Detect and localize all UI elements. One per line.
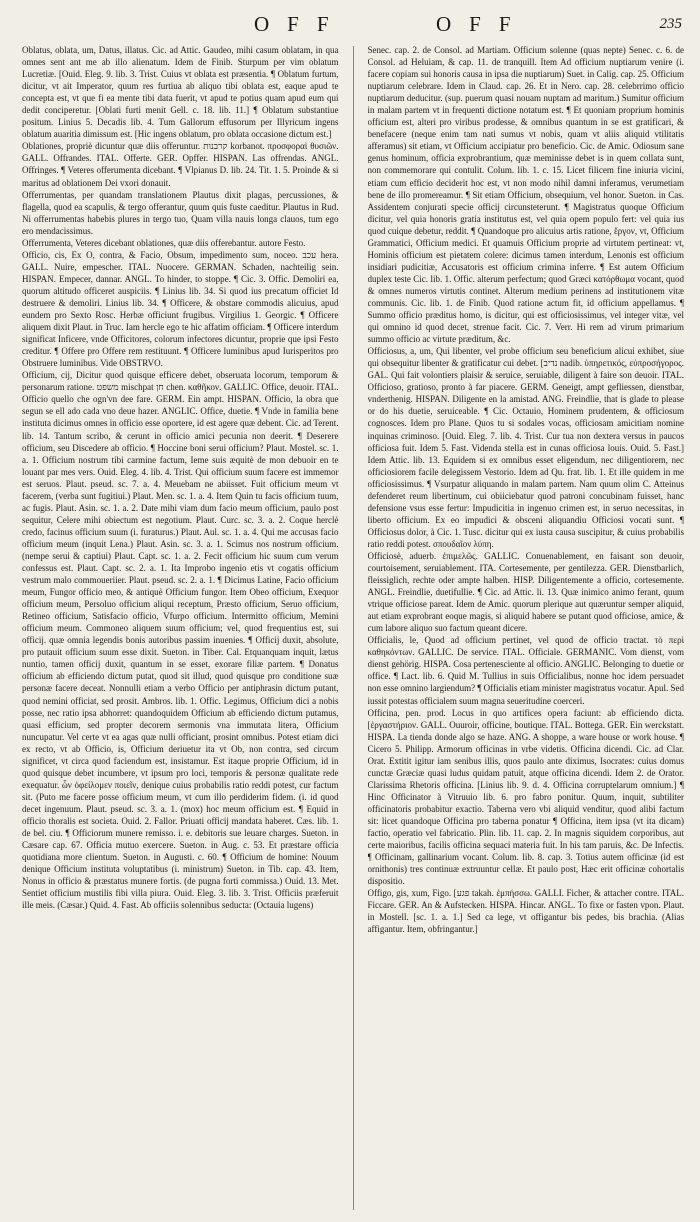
- entry-offerrumentas: Offerrumentas, per quandam translationem Plautus dixit plagas, percussiones, & flagella, quod ea scapulis, & tergo offerantur, quum quis fuste caeditur. Plautus in Rud. Ni offerrumentas habebis plures in tergo tuo, Quam villa nauis longa clauos, tum ego ero mendacissimus.: [22, 189, 339, 236]
- entry-officium: Officium, cij, Dicitur quod quisque efficere debet, obseruata locorum, temporum & personarum ratione. משפט mischpat חן chen. καθῆκον. GALLIC. Office, deuoir. ITAL. Officio quello che ogn'vn dee fare. GERM. Ein ampt. HISPAN. Officio, la obra que segun se ell ado cada vno deue hazer. ANGLIC. Office, duetie. ¶ Vnde in familia bene instituta dicimus omnes in officio esse oportere, id est agere quæ debent. Cic. ad Terent. lib. 14. Tantum scribo, & cerunt in officio amici pecunia non deerit. ¶ Deserere officium, seu Discedere ab officio. ¶ Hoccine boni serui officium? Plaut. Mostel. sc. 1. a. 1. Officium nostrum tibi carmine factum, Ieme suis æquitè de mon debuoir en te louant par mes vers. Ouid. Eleg. 4. lib. 4. Trist. Qui officium suum facere est immemor est seruos. Plaut. pseud. sc. 7. a. 4. Meuebam ne abiisset. Fuit officium meum vt facerem, (verba sunt fugitiui.) Plaut. Men. sc. 1. a. 4. Item Quin tu facis officium tuum, ac fugis. Plaut. Asin. sc. 1. a. 2. Date mihi viam dum facio meum officium, paulo post sequitur, Celere mihi obiectum est negotium. Plaut. Curc. sc. 3. a. 2. Coque herclè credo, facinus officium suum (i. furaturus.) Plaut. Aul. sc. 1. a. 4. Qui me accusas facio officium meum (inquit Lena.) Plaut. Asin. sc. 3. a. 1. Scimus nos nostrum officium. (nempe serui & captiui) Plaut. Capt. sc. 1. a. 2. Fecit officium hic suum cum verum confessus est. Plaut. Capt. sc. 2. a. 1. Ita Improbo ingenio etis vt cogatis officium vestrum malo commoueriier. Plaut. pseud. sc. 2. a. 1. ¶ Dicimus Latine, Facio officium meum, Fungor officio meo, & antiquè Officium fungor. Item Obeo officium, Exequor officium meum, Persoluo officium aliqui receptum, Præsto officium, Seruo officium, Retineo officium, Satisfacio officio, Vfurpo officium. Intermitto officium, Memini officium meum. Commoneo aliquem suum officium; vel, quod frequentius est, sui officij. quæ omnia legendis bonis autoribus passim inuenies. ¶ Officij duxit, absolute, pro putauit officium suum esse dixit. Sueton. in Tiber. Cal. Etquanquam inquit, lætus nuntio, tamen officij duxit, quantum in se esset, exorare filiæ partem. ¶ Donatus officium ab efficiendo dictum putat, quod sit illud, quod quisque pro conditione suæ personæ facere deceat. Nonnulli etiam a verbo Officio per antiphrasin dictum putant, quod nemini officiat, sed prosit. Ambros. lib. 1. Offic. Legimus, Officium dici a nobis posse, nec ratio ipsa abhorret: quandoquidem Officium ab efficiendo dictum putamus, quasi efficium, sed propter decorem sermonis vna immutata litera, Officium nuncupatur. Vel certe vt ea agas quæ nulli officiant, prosint omnibus. Potest etiam dici ex recto, vt ab Officio, is, Officium deriuetur ita vt Ob, non contra, sed circum significet, vt circa quod faciendum est, insistamur. Est itaque proprie Officium, id in quod quisque debet incumbere, vt ipsum pro loci, temporis & personæ qualitate rede exequatur. ὧν ὀφείλομεν ποιεῖν, denique cuius probabilis ratio reddi potest, cur factum sit. (Puto me facere posse officium meum, vt cum illo perdiderim fidem. (i. id quod decet ingenuum. Plaut. pseud. sc. 3. a. 1. (mox) hoc meum officium est. ¶ Equid in officio thoralis est societa. Ouid. 2. Fallor. Priuati officij mandata haberet. Cæs. lib. 1. de bel. ciu. ¶ Officiorum munere remisso. i. e. debitoris sue leuare charges. Sueton. in Cæsare cap. 67. Officia mutuo exercere. Sueton. in Aug. c. 53. Et præstare officia quotidiana more clientum. Sueton. in Augusti. c. 60. ¶ Officium de homine: Nouum denique Officium instituta voluptatibus (i. ministrum) Sueton. in Tib. cap. 43. Item, Nonus in officio & præstatus munere fortis. (de pugna forti commissa.) Ouid. 13. Met. Sentiet officium mustilis fibi villa piura. Ouid. Eleg. 3. lib. 3. Trist. Officiis præferuit ille meis. (Cæsar.) Quid. 4. Fast. Ab officiis solennibus seducta: (Octauia lugens): [22, 370, 339, 911]
- running-head: [18, 12, 682, 38]
- entry-offerrumenta: Offerrumenta, Veteres dicebant oblationes, quæ diis offerebantur. autore Festo.: [22, 237, 306, 248]
- entry-officina: Officina, pen. prod. Locus in quo artifices opera faciunt: ab efficiendo dicta. [ἐργαστήριον. GALL. Ouuroir, officine, boutique. ITAL. Bottega. GER. Ein werckstatt. HISPA. La tienda donde algo se haze. ANG. A shoppe, a ware house or work house. ¶ Cicero 5. Philipp. Armorum officinas in vrbe videtis. Officina dicendi. Cic. ad Clar. Orat. Extitit igitur iam senibus illis, quos paulo ante diximus, Isocrates: cuius domus cunctæ Græciæ quasi ludus quidam patuit, atque officina dicendi. Idem 2. de Orator. Clarissima Rhetoris officina. [Linius lib. 9. d. 4. Officina corruptelarum omnium.] ¶ Hinc Officinator à Vitruuio lib. 6. pro fabro ponitur. Quum, inquit, subtiliter officinatoris probabitur exactio. Taberna vero vbi aliquid venditur, quod alibi factum sit: licet quandoque Officina pro taberna ponatur ¶ Officina, item ipsa (vt ita dicam) factio, operatio vel fabricatio. Plin. lib. 11. cap. 2. In magnis siquidem corporibus, aut certe maioribus, facilis officina sequaci materia fuit. In his tam paruis, &c. De Infectis. ¶ Officinam, gallinarium vocant. Colum. lib. 8. cap. 3. Totius autem officinæ (id est ornithonis) tres continuæ extruuntur cellæ. Et paulo post, Hæc erit officinæ cohortalis dispositio.: [367, 707, 684, 887]
- entry-oblationes: Oblationes, propriè dicuntur quæ diis offeruntur. קרבנות korbanot. προσφοραὶ θυσιῶν. GALL. Offrandes. ITAL. Offerte. GER. Opffer. HISPAN. Las offrendas. ANGL. Offringes. ¶ Veteres offerumenta dicebant. ¶ Vlpianus D. lib. 24. Tit. 1. 5. Proinde & si maritus ad oblationem Dei vxori donauit.: [22, 141, 339, 188]
- entry-officiosus: Officiosus, a, um, Qui libenter, vel probe officium seu beneficium alicui exhibet, siue qui obsequitur libenter & gratificatur cui debet. [נדיב nadib. ὑπηρετικός, εὐπροσήγορος. GAL. Qui fait volontiers plaisir & seruice, seruiable, diligent à faire son deuoir. ITAL. Officioso, gratioso, pronto à far piacere. GERM. Geneigt, ampt gefliessen, dienstbar, vnderthenig. HISPAN. Diligente en la amistad. ANG. Freindlie, that is glade to please or do his duetie, seruiceable. ¶ Cic. Octauio, Hominem prudentem, & officiosum cognosces. Idem pro Plane. Quos tu si sodales vocas, officiosam amicitiam nomine inquinas criminoso. [Ouid. Eleg. 7. lib. 4. Trist. Cur tua non dextera versus in paucos officiosa fuit. Idem 5. Fast. Videnda stella est in cunas officiosa louis. Ouid. 5. Fast.] Idem Attic. lib. 13. Equidem si ex omnibus esset eligendum, nec diligentiorem, nec officiosiorem facile delegissem Vestorio. Idem ad Qu. frat. lib. 1. Et ille quidem in me officiosissimus. ¶ Vsurpatur aliquando in malam partem. Nam quum olim C. Atteinus defenderet reum libertinum, cui obiiciebatur quod patroni concubinam fuisset, hanc defensione vsus esse fertur: Impudicitia in ingenuo crimen est, in seruo necessitas, in liberto officium. Ex eo impudici & obsceni aliquandiu Officiosi vocati sunt. ¶ Officiosus dolor, à Cic. 1. Tusc. dicitur qui ex iusta causa suscipitur, & cuius probabilis ratio reddi potest. σπουδαῖον λύπη.: [367, 346, 684, 549]
- left-heading: OFF: [254, 12, 347, 36]
- page-number: 235: [659, 16, 682, 32]
- column-divider: [353, 46, 354, 1210]
- left-column: [22, 44, 339, 1212]
- entry-officialis: Officialis, le, Quod ad officium pertinet, vel quod de officio tractat. τὸ περὶ καθηκόντων. GALLIC. De service. ITAL. Officiale. GERMANIC. Vom dienst, vom dienst gehörig. HISPA. Cosa pertenesciente al officio. ANGLIC. Belonging to duetie or office. ¶ Lact. lib. 6. Quid M. Tullius in suis Officialibus, nonne hoc idem persuadet non esse omnino largiendum? ¶ Officialis etiam minister magistratus vocatur. Apul. Sed iussit potestas officialem suum magna seueritudine coerceri.: [367, 635, 684, 706]
- entry-officiose: Officiosè, aduerb. ἐπιμελῶς. GALLIC. Conuenablement, en faisant son deuoir, courtoisement, seruiablement. ITA. Cortesemente, per gentilezza. GER. Dienstbarlich, fleissiglich, rechte oder ampte halben. HISP. Diligentemente a officio, cortesemente. ANGL. Freindlie, duetifullie. ¶ Cic. ad Attic. li. 13. Quæ inimico animo ferant, quum vtrique officiose pareat. Idem de Amic. quorum plerique aut quæruntur semper aliquid, aut etiam exprobrant eoque magis, si aliquid habere se putant quod officiose, amice, & cum labore aliquo suo factum queant dicere.: [367, 550, 684, 634]
- right-column: [368, 44, 685, 1212]
- entry-oblatus: Oblatus, oblata, um, Datus, illatus. Cic. ad Attic. Gaudeo, mihi casum oblatam, in qua omnes sent ant me ab illo alienatum. Idem de Finib. Sturpum per vim oblatum Lucretiæ. [Ouid. Eleg. 9. lib. 3. Trist. Cuius vt oblata est præsentia. ¶ Oblatum furtum, dicitur, vt ait Imperator, quum res furtiua ab aliquo tibi oblata est, eaque apud te concepta est, vt que fi ea mente tibi data fuerit, vt apud te potius quam apud eum qui dedit conciperetur. [Oblati furti menit Gell. c. 18. lib. 11.] ¶ Oblatum substantiue positum. Linius 5. Decadis lib. 4. Tum Gallorum effusorum per Illyricum ingens oblatum auaritia dimissum est. [Hic ingens oblatum, pro oblata occasione dictum est.]: [22, 45, 339, 140]
- right-heading: OFF: [436, 12, 529, 36]
- entry-officio: Officio, cis, Ex O, contra, & Facio, Obsum, impedimento sum, noceo. עכב hera. GALL. Nuire, empescher. ITAL. Nuocere. GERMAN. Schaden, nachteilig sein. HISPAN. Empecer, dannar. ANGL. To hinder, to stoppe. ¶ Cic. 3. Offic. Demoliri ea, quorum altitudo officeret auspiciis. ¶ Linius lib. 34. Si quod ius precatum officiet Id destruere & demoliri. Linius lib. 34. ¶ Officere, & obstare commodis alicuius, apud eundem pro Sexto Rosc. Herbæ officiunt frugibus. Virgilius 1. Georgic. ¶ Officere aliquem dixit Plaut. in Truc. Iam hercle ego te hic affatim officiam. ¶ Officere interdum significat Inficere, vnde Officitores, colorum infectores dicuntur, proprie que ipsi Festo creditur. ¶ Offere pro Offere rem restituunt. ¶ Officere luminibus apud Iurisperitos pro Obstruere luminibus. Vide OBSTRVO.: [22, 249, 339, 369]
- entry-offigo: Offigo, gis, xum, Figo. [פגע takah. ἐμπήσσω. GALLI. Ficher, & attacher contre. ITAL. Ficcare. GER. An & Aufstecken. HISPA. Hincar. ANGL. To fixe or fasten vpon. Plaut. in Mostell. [sc. 1. a. 1.] Sed ca lege, vt offigantur bis pedes, bis brachia. (Alias affigantur. Item, obfringantur.]: [367, 888, 684, 935]
- two-column-body: [22, 44, 684, 1212]
- entry-officium-continued: Senec. cap. 2. de Consol. ad Martiam. Officium solenne (quas nepte) Senec. c. 6. de Consol. ad Heluiam, & cap. 11. de tranquill. Item Ad officium nuptiarum venire (i. facere copiam sui honoris causa in ipsa die nuptiarum) Suet. in Calig. cap. 25. Officium nuptiarum celebrare. Idem in Claud. cap. 26. Et in Nero. cap. 28. celebrrimo officio nuptiarum deducitur. (sup. puerum quasi nouam nuptam ad maritum.) Sumitur officium in malam partem vt in frequenti dictione notatum est. ¶ Et quoniam proprium hominis officium est, alteri pro viribus prodesse, & omnibus quantum in se est gratificari, & benefacere (neque enim tam nati sumus vt nobis, quam vt aliis aliquid vtilitatis afferamus) sit etiam, vt Officium accipiatur pro beneficio. Cic. de Amic. Odiosum sane genus hominum, officia exprobrantium, quæ meminisse debet is in quem collata sunt, non commemorare qui contulit. Colum. lib. 1. c. 15. Licet filicem fine iniuria vicini, etiam cum efficio deciderit hoc est, vt non modo nihil damni inferamus, verumetiam bene de illo promereamur. ¶ Sit etiam Officium, obsequium, vel honor. Sueton. in Cas. Assidentem conjurati specie officij circunsteterunt. ¶ Magistratus quoque Officium dicitur, vel quia honoris gratia institutus est, vel quia opem populo fert: vel quia ius quod cuique debetur, reddit. ¶ Quandoque pro alicuius artis ratione, ἔργον, vt, Officium Grammatici, Officium medici. Et quamuis Officium proprie ad virtutem pertineat: vt, Hominis officium est pietatem colere: dicimus tamen interdum, Lenonis est officium insidiari pudicitiæ, Accusatoris est officium crimina inferre. ¶ Est autem Officium duplex teste Cic. lib. 1. Offic. alterum perfectum; quod Græci κατόρθωμα vocant, quod & omnes numeros virtutis continet. Alterum medium perinens ad institutionem vitæ communis. Cic. lib. 1. de Finib. Quod ratione actum fit, id officium appellamus. ¶ Summo officio præditus homo, is dicitur, qui est officiosissimus, vel integer vitæ, vel qui omnino id quod decet, strenue facit. Cic. 7. Verr. Hi rem ad virum primarium summo officio ac virtute præditum, &c.: [367, 45, 684, 345]
